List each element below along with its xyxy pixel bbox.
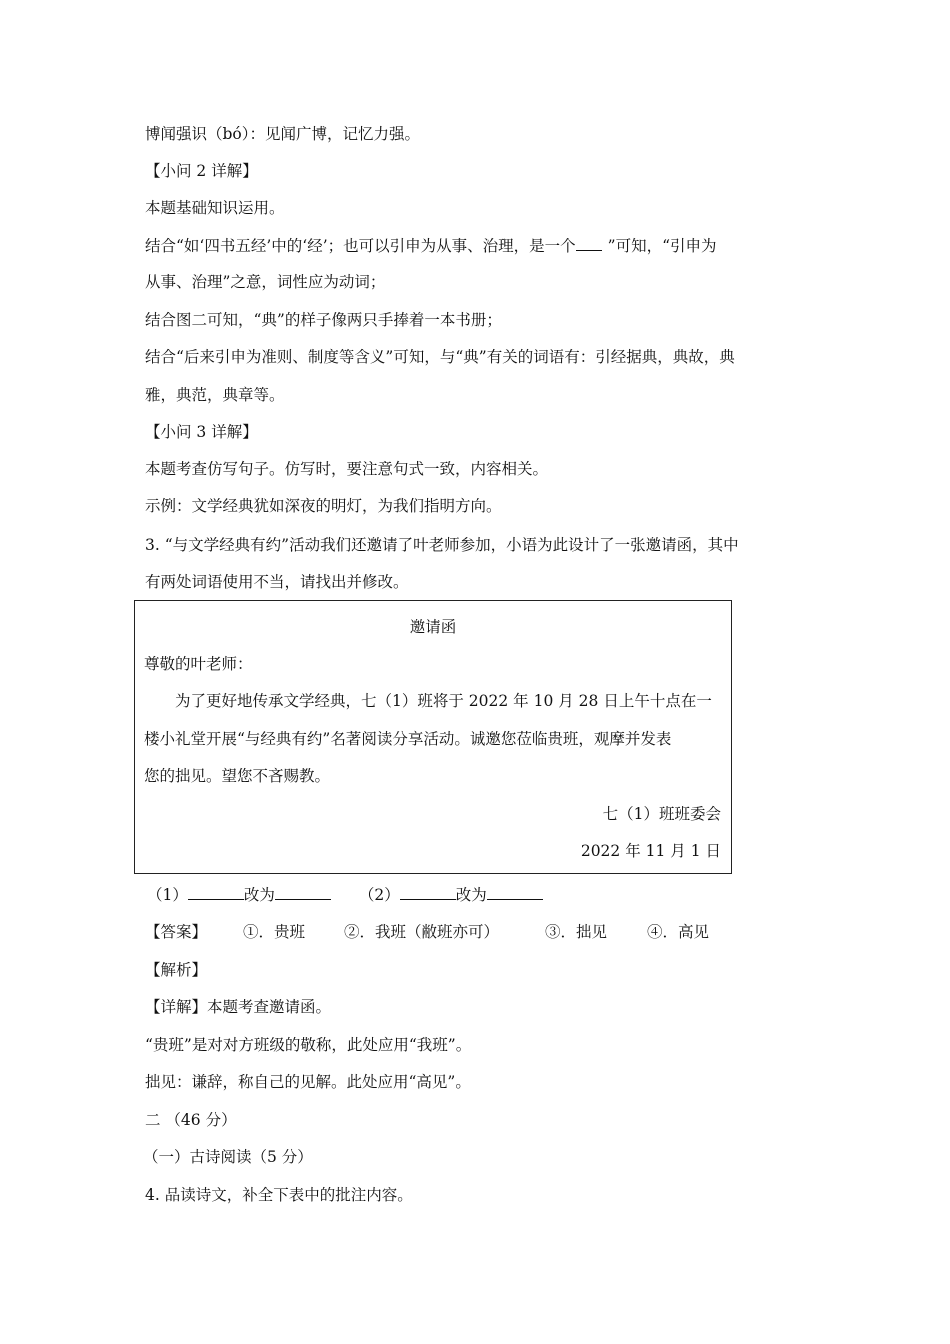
change-label: 改为 xyxy=(455,886,487,904)
letter-body-line: 为了更好地传承文学经典，七（1）班将于 2022 年 10 月 28 日上午十点在一 xyxy=(175,692,712,710)
subquestion-2-heading: 【小问 2 详解】 xyxy=(145,162,258,180)
text-line: 从事、治理”之意，词性应为动词； xyxy=(145,273,386,291)
text-span: ”可知，“引申为 xyxy=(607,237,717,255)
answer-blank[interactable] xyxy=(275,885,331,900)
blank-underline xyxy=(576,236,602,251)
fill-label-1: （1） xyxy=(147,886,188,904)
answer-item: ③．拙见 xyxy=(545,923,608,941)
fill-in-line xyxy=(147,885,543,905)
letter-body-line: 楼小礼堂开展“与经典有约”名著阅读分享活动。诚邀您莅临贵班，观摩并发表 xyxy=(144,730,672,748)
question-3-text: 有两处词语使用不当，请找出并修改。 xyxy=(145,573,409,591)
invitation-letter-box xyxy=(134,600,732,874)
answer-blank[interactable] xyxy=(188,885,244,900)
letter-title: 邀请函 xyxy=(409,618,457,636)
text-line: 博闻强识（bó）：见闻广博，记忆力强。 xyxy=(145,125,421,143)
answer-item: ④．高见 xyxy=(647,923,710,941)
text-line: 结合图二可知，“典”的样子像两只手捧着一本书册； xyxy=(145,311,502,329)
text-line: 本题基础知识运用。 xyxy=(145,199,285,217)
text-line: 结合“后来引申为准则、制度等含义”可知，与“典”有关的词语有：引经据典，典故，典 xyxy=(145,348,735,366)
text-line: 【详解】本题考查邀请函。 xyxy=(145,998,332,1016)
answer-item: ①．贵班 xyxy=(243,923,306,941)
text-line: 雅，典范，典章等。 xyxy=(145,386,285,404)
text-line: 本题考查仿写句子。仿写时，要注意句式一致，内容相关。 xyxy=(145,460,549,478)
answer-blank[interactable] xyxy=(487,885,543,900)
letter-greeting: 尊敬的叶老师： xyxy=(144,655,253,673)
text-line: “贵班”是对对方班级的敬称，此处应用“我班”。 xyxy=(145,1036,472,1054)
change-label: 改为 xyxy=(243,886,275,904)
fill-label-2: （2） xyxy=(358,886,400,904)
letter-signature: 七（1）班班委会 xyxy=(602,805,721,823)
letter-body-line: 您的拙见。望您不吝赐教。 xyxy=(144,767,331,785)
text-span: 结合“如‘四书五经’中的‘经’；也可以引申为从事、治理，是一个 xyxy=(145,237,576,255)
text-line xyxy=(145,236,717,256)
subquestion-3-heading: 【小问 3 详解】 xyxy=(145,423,258,441)
answer-blank[interactable] xyxy=(400,885,456,900)
section-subheading: （一）古诗阅读（5 分） xyxy=(143,1148,313,1166)
letter-date: 2022 年 11 月 1 日 xyxy=(580,842,721,860)
question-3-text: 3. “与文学经典有约”活动我们还邀请了叶老师参加，小语为此设计了一张邀请函，其中 xyxy=(145,536,739,554)
text-line: 拙见：谦辞，称自己的见解。此处应用“高见”。 xyxy=(145,1073,471,1091)
section-heading: 二 （46 分） xyxy=(145,1111,237,1129)
answer-row xyxy=(145,922,845,944)
answer-label: 【答案】 xyxy=(145,923,208,941)
analysis-heading: 【解析】 xyxy=(145,961,208,979)
text-line: 示例：文学经典犹如深夜的明灯，为我们指明方向。 xyxy=(145,497,502,515)
question-4-text: 4. 品读诗文，补全下表中的批注内容。 xyxy=(145,1186,413,1204)
answer-item: ②．我班（敝班亦可） xyxy=(344,923,500,941)
